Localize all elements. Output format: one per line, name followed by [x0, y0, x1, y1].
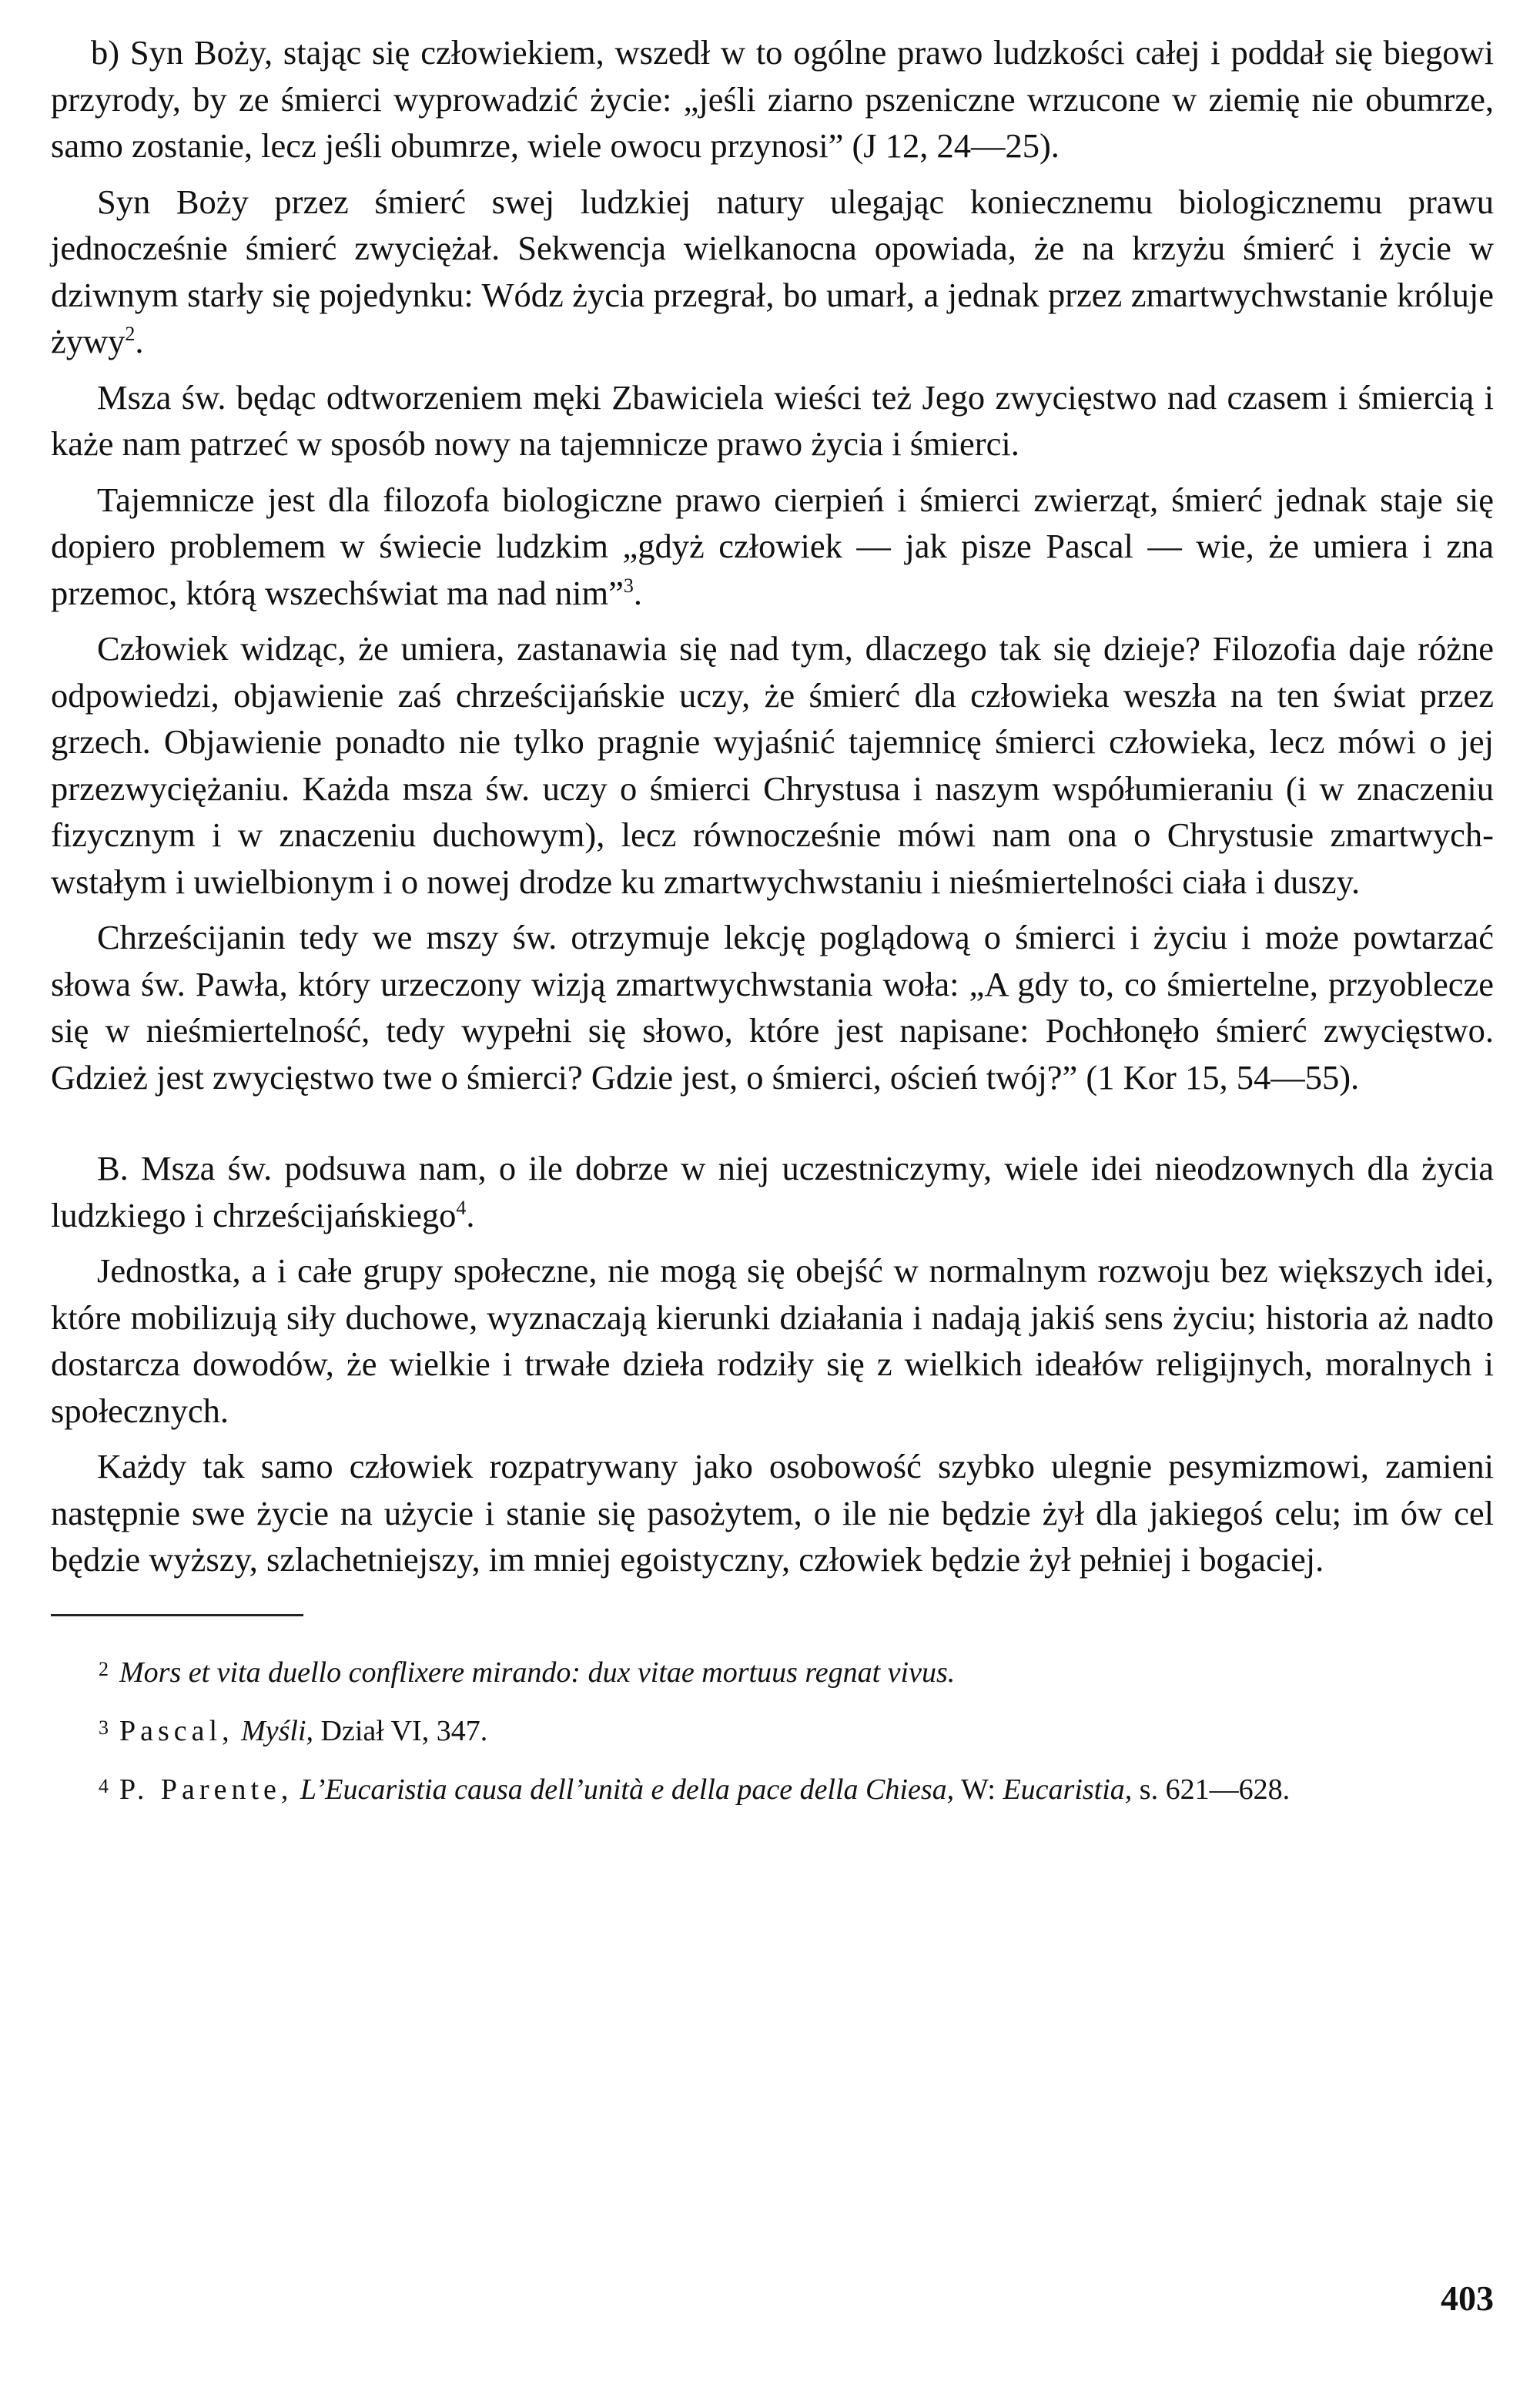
footnote-ref-4: 4 [456, 1196, 467, 1219]
footnote-4-rest1: W: [960, 1773, 996, 1806]
paragraph-7-text: B. Msza św. podsuwa nam, o ile dobrze w niej uczestniczymy, wiele idei nieodzownych dla życia ludzkiego i chrześcijańskiego [51, 1149, 1494, 1234]
footnote-4-title: L’Eucaristia causa dell’unità e della pace della Chiesa, [300, 1773, 955, 1806]
paragraph-5: Człowiek widząc, że umiera, zastanawia się nad tym, dlaczego tak się dzieje? Filozofia daje różne odpowiedzi, objawienie zaś chrześcijańskie uczy, że śmierć dla człowieka weszła na ten świat przez grzech. Objawienie ponadto nie tylko pragnie wyjaśnić tajemnicę śmierci człowieka, lecz mówi o jej przezwyciężaniu. Każda msza św. uczy o śmierci Chrystusa i naszym współumieraniu (i w znaczeniu fizycznym i w znaczeniu duchowym), lecz równocześnie mówi nam ona o Chrystusie zmartwychwstałym i uwielbionym i o nowej drodze ku zmartwychwstaniu i nieśmiertelności ciała i duszy. [51, 629, 1494, 901]
footnote-2-text: Mors et vita duello conflixere mirando: dux vitae mortuus regnat vivus. [119, 1656, 956, 1689]
footnote-3-marker: 3 [99, 1716, 109, 1739]
paragraph-8: Jednostka, a i całe grupy społeczne, nie mogą się obejść w normalnym rozwoju bez większych idei, które mobilizują siły duchowe, wyznaczają kierunki działania i nadają jakiś sens życiu; historia aż nadto dostarcza dowodów, że wielkie i trwałe dzieła rodziły się z wielkich ideałów religijnych, moralnych i społecznych. [51, 1251, 1494, 1430]
footnote-3-author: Pascal, [119, 1714, 234, 1747]
footnote-4-rest2: s. 621—628. [1139, 1773, 1291, 1806]
paragraph-6: Chrześcijanin tedy we mszy św. otrzymuje lekcję poglądową o śmierci i życiu i może powtarzać słowa św. Pawła, który urzeczony wizją zmartwychwstania woła: „A gdy to, co śmiertelne, przyoblecze się w nieśmiertelność, tedy wypełni się słowo, które jest napisane: Pochłonęło śmierć zwycięstwo. Gdzież jest zwycięstwo twe o śmierci? Gdzie jest, o śmierci, oścień twój?” (1 Kor 15, 54—55). [51, 918, 1494, 1097]
footnote-4-source: Eucaristia, [1003, 1773, 1133, 1806]
paragraph-4-text: Tajemnicze jest dla filozofa biologiczne prawo cierpień i śmierci zwierząt, śmierć jednak staje się dopiero problemem w świecie ludzkim „gdyż człowiek — jak pisze Pascal — wie, że umiera i zna przemoc, którą wszechświat ma nad nim” [51, 480, 1494, 612]
paragraph-3: Msza św. będąc odtworzeniem męki Zbawiciela wieści też Jego zwycięstwo nad czasem i śmiercią i każe nam patrzeć w sposób nowy na tajemnicze prawo życia i śmierci. [51, 377, 1494, 463]
footnote-3 [51, 1709, 1494, 1750]
footnote-2 [51, 1650, 1494, 1692]
paragraph-1: b) Syn Boży, stając się człowiekiem, wszedł w to ogólne prawo ludzkości całej i poddał się biegowi przyrody, by ze śmierci wyprowadzić życie: „jeśli ziarno pszeniczne wrzucone w ziemię nie obumrze, samo zostanie, lecz jeśli obumrze, wiele owocu przynosi” (J 12, 24—25). [51, 33, 1494, 165]
paragraph-7-end: . [466, 1195, 475, 1234]
page-body [51, 29, 1494, 1826]
footnote-divider [51, 1614, 303, 1616]
paragraph-4-end: . [633, 573, 642, 612]
paragraph-2-end: . [135, 322, 144, 360]
page-number: 403 [1441, 2279, 1494, 2318]
footnote-2-marker: 2 [99, 1657, 109, 1680]
paragraph-4 [51, 477, 1494, 617]
paragraph-7 [51, 1145, 1494, 1238]
paragraph-2-text: Syn Boży przez śmierć swej ludzkiej natury ulegając koniecznemu biologicznemu prawu jednocześnie śmierć zwyciężał. Sekwencja wielkanocna opowiada, że na krzyżu śmierć i życie w dziwnym starły się pojedynku: Wódz życia przegrał, bo umarł, a jednak przez zmartwychwstanie króluje żywy [51, 182, 1494, 360]
paragraph-9: Każdy tak samo człowiek rozpatrywany jako osobowość szybko ulegnie pesymizmowi, zamieni następnie swe życie na użycie i stanie się pasożytem, o ile nie będzie żył dla jakiegoś celu; im ów cel będzie wyższy, szlachetniejszy, im mniej egoistyczny, człowiek będzie żył pełniej i bogaciej. [51, 1447, 1494, 1579]
footnote-3-rest: Dział VI, 347. [320, 1714, 488, 1747]
footnote-ref-3: 3 [623, 574, 634, 597]
footnote-4-marker: 4 [99, 1774, 109, 1797]
paragraph-2 [51, 179, 1494, 365]
footnote-ref-2: 2 [125, 323, 136, 345]
footnote-4 [51, 1767, 1494, 1809]
footnote-4-author: P. Parente, [119, 1773, 293, 1806]
footnote-3-title: Myśli, [241, 1714, 314, 1747]
